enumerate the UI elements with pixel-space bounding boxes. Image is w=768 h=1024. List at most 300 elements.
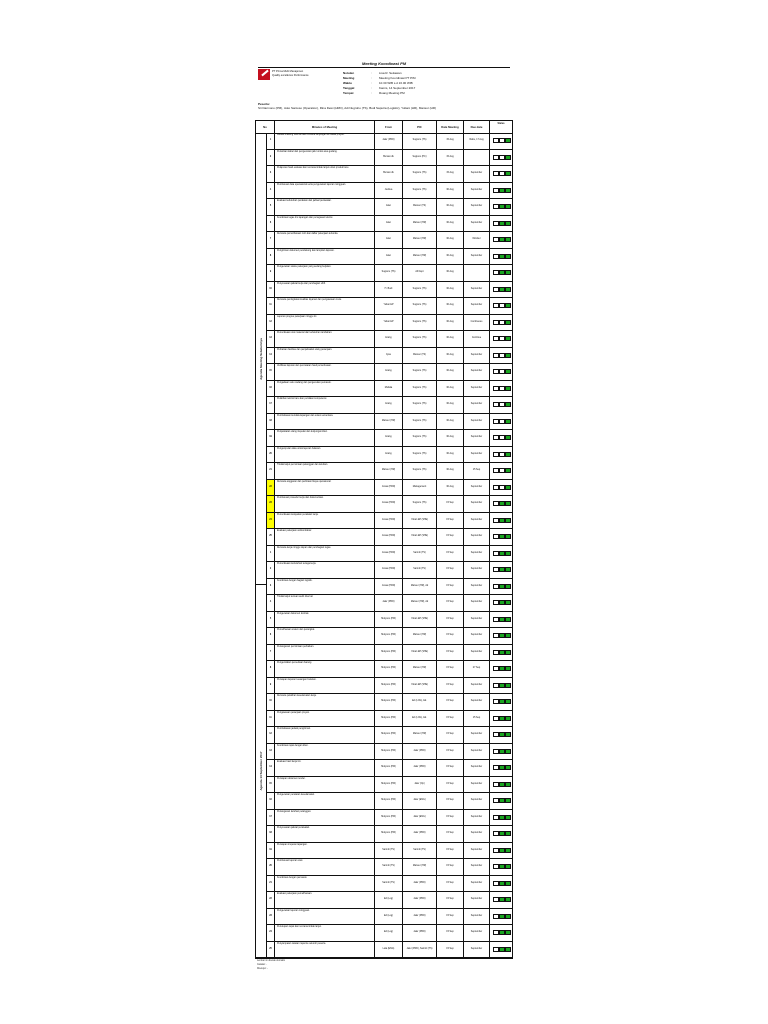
row-pic: Sugiono (TS) — [403, 331, 437, 347]
table-row — [267, 480, 512, 497]
status-lamp-icon — [505, 732, 511, 737]
row-pic: Yulian EP (SHE) — [403, 612, 437, 628]
row-minutes: Pelaporan hasil evaluasi dan rencana tindak lanjut untuk produk baru. — [275, 166, 375, 182]
table-row — [267, 496, 512, 513]
row-date: 30 Aug — [437, 381, 464, 397]
row-from: Mulyono (PM) — [375, 612, 403, 628]
participants-label: Peserta: — [258, 102, 270, 106]
status-lamp-icon — [505, 897, 511, 902]
row-date: 15 Aug — [437, 133, 464, 149]
header-date: Date Meeting — [437, 121, 464, 133]
row-minutes: Penanganan keluhan pelanggan. — [275, 810, 375, 826]
row-number: 14 — [267, 760, 275, 776]
row-from: Mulyono (PM) — [375, 777, 403, 793]
row-due: Oktober — [464, 232, 490, 248]
row-from: Sarmiti (TS) — [375, 843, 403, 859]
row-status — [490, 150, 512, 166]
status-lamp-icon — [505, 617, 511, 622]
row-pic: Sugiono (TS) — [403, 282, 437, 298]
row-from: Erang — [375, 430, 403, 446]
row-pic: Sugiono (TS) — [403, 133, 437, 149]
row-minutes: Pembaruan prosedur kerja dan dokumentasi. — [275, 496, 375, 512]
row-number: 21 — [267, 876, 275, 892]
table-row — [267, 909, 512, 926]
row-status — [490, 496, 512, 512]
row-due: 27 Sep — [464, 661, 490, 677]
status-lamp-icon — [505, 831, 511, 836]
row-number: 5 — [267, 612, 275, 628]
row-due: 15 Sep — [464, 463, 490, 479]
table-row — [267, 744, 512, 761]
row-pic: Jaler (PRD) — [403, 876, 437, 892]
row-status — [490, 183, 512, 199]
row-from: Mansur (HR) — [375, 414, 403, 430]
row-from: Joshua — [375, 183, 403, 199]
row-due: September — [464, 909, 490, 925]
row-status — [490, 414, 512, 430]
row-minutes: Pengumpulan data untuk laporan bulanan. — [275, 447, 375, 463]
status-lamp-icon — [505, 204, 511, 209]
table-row — [267, 727, 512, 744]
table-row — [267, 414, 512, 431]
row-minutes: Penanganan permintaan perbaikan. — [275, 645, 375, 661]
row-from: Erang — [375, 397, 403, 413]
row-status — [490, 727, 512, 743]
table-row — [267, 381, 512, 398]
row-minutes: Evaluasi pekerjaan pemeliharaan. — [275, 892, 375, 908]
row-status — [490, 760, 512, 776]
status-lamp-icon — [505, 435, 511, 440]
status-lamp-icon — [505, 518, 511, 523]
row-number: 2 — [267, 150, 275, 166]
row-date: 15 Aug — [437, 150, 464, 166]
row-due: September — [464, 628, 490, 644]
row-from: Jonas (PRD) — [375, 562, 403, 578]
table-row — [267, 199, 512, 216]
row-date: 15 Sep — [437, 810, 464, 826]
row-minutes: Pembahasan jadwal pengiriman. — [275, 727, 375, 743]
row-minutes: Pengecekan laporan mingguan. — [275, 909, 375, 925]
row-due: September — [464, 496, 490, 512]
row-from: Buman dk — [375, 166, 403, 182]
row-pic: Sarmiti (TS) — [403, 562, 437, 578]
row-number: 4 — [267, 595, 275, 611]
row-status — [490, 711, 512, 727]
row-from: Jonas (PRD) — [375, 579, 403, 595]
table-row — [267, 546, 512, 563]
row-pic: Ed (LOG), Ed. — [403, 694, 437, 710]
title-divider — [258, 67, 510, 68]
row-status — [490, 480, 512, 496]
row-number: 25 — [267, 529, 275, 545]
table-row — [267, 826, 512, 843]
row-pic: Sugiono (TS) — [403, 315, 437, 331]
row-from: Erang — [375, 447, 403, 463]
row-from: Mulyono (PM) — [375, 793, 403, 809]
row-date: 15 Sep — [437, 546, 464, 562]
meta-value: Kamis, 14 September 2017 — [379, 86, 416, 90]
row-date: 15 Sep — [437, 876, 464, 892]
status-lamp-icon — [505, 287, 511, 292]
row-pic: Sugiono (TS) — [403, 447, 437, 463]
participants — [258, 102, 510, 114]
row-status — [490, 562, 512, 578]
header-pic: PIC — [403, 121, 437, 133]
row-status — [490, 645, 512, 661]
minutes-table — [255, 120, 513, 959]
table-row — [267, 612, 512, 629]
status-lamp-icon — [505, 584, 511, 589]
row-minutes: Rencana peningkatan kualitas layanan dan pengawasan mutu. — [275, 298, 375, 314]
row-due: September — [464, 562, 490, 578]
row-minutes: Koordinasi tugas tim lapangan dan penugasan teknisi. — [275, 216, 375, 232]
table-row — [267, 876, 512, 893]
meta-value: Ruang Meeting PM — [379, 91, 405, 95]
row-pic: Sugiono (TS) — [403, 414, 437, 430]
meta-key: Meeting — [343, 76, 355, 80]
row-status — [490, 628, 512, 644]
row-minutes: Evaluasi pekerjaan subkontraktor. — [275, 529, 375, 545]
row-status — [490, 826, 512, 842]
row-date: 15 Sep — [437, 711, 464, 727]
row-date: 15 Sep — [437, 595, 464, 611]
row-status — [490, 546, 512, 562]
row-status — [490, 843, 512, 859]
table-row — [267, 513, 512, 530]
row-date: 15 Sep — [437, 496, 464, 512]
row-from: Mulyono (PM) — [375, 678, 403, 694]
row-date: 15 Sep — [437, 513, 464, 529]
meta-colon: : — [371, 81, 372, 85]
row-minutes: Pengendalian persediaan barang. — [275, 661, 375, 677]
row-due: September — [464, 381, 490, 397]
row-minutes: Koordinasi dengan bagian logistik. — [275, 579, 375, 595]
row-due: September — [464, 876, 490, 892]
row-status — [490, 595, 512, 611]
row-due: September — [464, 826, 490, 842]
row-due: Continue — [464, 331, 490, 347]
row-date: 15 Sep — [437, 562, 464, 578]
row-number: 14 — [267, 348, 275, 364]
table-row — [267, 810, 512, 827]
row-minutes: Pengecekan status pekerjaan yang sedang berjalan. — [275, 265, 375, 281]
row-date: 30 Aug — [437, 315, 464, 331]
row-date: 30 Aug — [437, 364, 464, 380]
table-row — [267, 628, 512, 645]
table-row — [267, 249, 512, 266]
row-number: 17 — [267, 397, 275, 413]
row-status — [490, 265, 512, 281]
row-minutes: Evaluasi kebutuhan peralatan dan jadwal perawatan. — [275, 199, 375, 215]
row-pic: Sugiono (TS) — [403, 463, 437, 479]
row-due: September — [464, 298, 490, 314]
row-due — [464, 150, 490, 166]
table-row — [267, 760, 512, 777]
table-row — [267, 777, 512, 794]
meta-key: Tempat — [343, 91, 354, 95]
row-date: 15 Sep — [437, 760, 464, 776]
row-status — [490, 430, 512, 446]
row-number: 3 — [267, 579, 275, 595]
company-line-1: PT Prima Multi Manajemen — [272, 70, 304, 73]
row-minutes: Penyesuaian jadwal kerja dan pembagian shift. — [275, 282, 375, 298]
row-date: 15 Sep — [437, 727, 464, 743]
row-date: 15 Sep — [437, 942, 464, 958]
footer-line-3: Disetujui: - — [257, 968, 268, 970]
row-minutes: Penyesuaian jadwal perawatan. — [275, 826, 375, 842]
row-number: 11 — [267, 711, 275, 727]
row-from: Mulyono (PM) — [375, 711, 403, 727]
header-status: Status — [497, 123, 505, 125]
row-date: 15 Sep — [437, 744, 464, 760]
footer-line-2: Catatan: - — [257, 964, 268, 966]
table-row — [267, 183, 512, 200]
row-minutes: Penutupan rapat dan rencana tindak lanjut. — [275, 925, 375, 941]
status-lamp-icon — [505, 815, 511, 820]
row-minutes: Pengawasan pekerjaan proyek. — [275, 711, 375, 727]
row-date: 30 Aug — [437, 232, 464, 248]
row-due: September — [464, 760, 490, 776]
row-minutes: Pembaruan data operasional serta pengecekan laporan mingguan. — [275, 183, 375, 199]
status-lamp-icon — [505, 551, 511, 556]
company-line-2: Quality excellence Performance — [272, 73, 309, 77]
row-pic: Jaler (ENG) — [403, 793, 437, 809]
footer-notes — [257, 959, 357, 999]
row-number: 12 — [267, 727, 275, 743]
row-date: 15 Aug — [437, 166, 464, 182]
row-from: Erang — [375, 331, 403, 347]
meta-value: Meeting Koordinasi PT PIM — [379, 76, 416, 80]
row-status — [490, 612, 512, 628]
row-minutes: Pemeriksaan kelayakan peralatan kerja. — [275, 513, 375, 529]
row-pic: Mansur (HR), Ad — [403, 579, 437, 595]
row-number: 9 — [267, 265, 275, 281]
table-row — [267, 430, 512, 447]
status-lamp-icon — [505, 336, 511, 341]
row-minutes: Pengadaan suku cadang dan pengecekan pemasok. — [275, 381, 375, 397]
meta-colon: : — [371, 86, 372, 90]
table-row — [267, 397, 512, 414]
row-minutes: Persiapan dokumen tender. — [275, 777, 375, 793]
row-number: 7 — [267, 645, 275, 661]
row-number: 18 — [267, 414, 275, 430]
row-due: Continuous — [464, 315, 490, 331]
row-due: September — [464, 166, 490, 182]
status-lamp-icon — [505, 452, 511, 457]
status-lamp-icon — [505, 534, 511, 539]
row-from: Mulyono (PM) — [375, 826, 403, 842]
status-lamp-icon — [505, 914, 511, 919]
row-number: 19 — [267, 430, 275, 446]
row-date: 30 Aug — [437, 282, 464, 298]
row-date: 30 Aug — [437, 397, 464, 413]
row-due: September — [464, 480, 490, 496]
row-minutes: Rencana pemeliharaan rutin dan daftar pekerjaan tertunda. — [275, 232, 375, 248]
row-from: Jonas (PRD) — [375, 480, 403, 496]
row-minutes: Koordinasi dengan pemasok. — [275, 876, 375, 892]
row-pic: Jaler (PRD) — [403, 892, 437, 908]
row-status — [490, 513, 512, 529]
row-minutes: Tindak lanjut temuan audit internal. — [275, 595, 375, 611]
row-date: 30 Aug — [437, 216, 464, 232]
row-pic: Jaler (PRD) — [403, 760, 437, 776]
row-status — [490, 315, 512, 331]
row-minutes: Pemeliharaan sistem dan perangkat. — [275, 628, 375, 644]
row-pic: Sugiono (TS) — [403, 364, 437, 380]
row-pic: Ed (LOG), Ed. — [403, 711, 437, 727]
row-pic: Mansur (HR) — [403, 628, 437, 644]
header-no: No — [256, 121, 275, 133]
row-pic: Yulian EP (SHE) — [403, 678, 437, 694]
row-minutes: Verifikasi laporan dan pencatatan hasil pemeriksaan. — [275, 364, 375, 380]
row-status — [490, 282, 512, 298]
status-lamp-icon — [505, 221, 511, 226]
status-lamp-icon — [505, 237, 511, 242]
row-status — [490, 744, 512, 760]
row-date: 15 Sep — [437, 843, 464, 859]
table-row — [267, 694, 512, 711]
row-from: Mulyono (PM) — [375, 727, 403, 743]
row-status — [490, 298, 512, 314]
row-pic: Sugiono (TS) — [403, 430, 437, 446]
row-pic: Jaler (PRD) — [403, 744, 437, 760]
status-lamp-icon — [505, 254, 511, 259]
row-status — [490, 942, 512, 958]
row-number: 4 — [267, 183, 275, 199]
row-due: September — [464, 529, 490, 545]
row-pic: Yulian EP (SHE) — [403, 513, 437, 529]
row-status — [490, 579, 512, 595]
status-lamp-icon — [505, 419, 511, 424]
row-date: 30 Aug — [437, 430, 464, 446]
header-minutes: Minutes of Meeting — [275, 121, 375, 133]
status-lamp-icon — [505, 567, 511, 572]
status-lamp-icon — [505, 683, 511, 688]
table-row — [267, 463, 512, 480]
row-pic: Mansur (HR) — [403, 859, 437, 875]
row-from: Ed (Log) — [375, 925, 403, 941]
row-date: 15 Sep — [437, 777, 464, 793]
status-lamp-icon — [505, 501, 511, 506]
row-status — [490, 694, 512, 710]
row-number: 10 — [267, 282, 275, 298]
row-number: 2 — [267, 562, 275, 578]
table-row — [267, 942, 512, 959]
row-date: 30 Aug — [437, 183, 464, 199]
row-pic: Mansur (TS) — [403, 348, 437, 364]
row-date: 30 Aug — [437, 463, 464, 479]
status-lamp-icon — [505, 171, 511, 176]
row-from: Mulyono (PM) — [375, 645, 403, 661]
row-number: 22 — [267, 480, 275, 496]
row-number: 24 — [267, 513, 275, 529]
row-date: 30 Aug — [437, 447, 464, 463]
row-pic: Mansur (HR) — [403, 232, 437, 248]
row-pic: Sugiono (TS) — [403, 496, 437, 512]
meta-colon: : — [371, 76, 372, 80]
row-minutes: Pengecekan peralatan keselamatan. — [275, 793, 375, 809]
row-status — [490, 166, 512, 182]
row-minutes: Penyampaian catatan rapat ke seluruh peserta. — [275, 942, 375, 958]
row-number: 9 — [267, 678, 275, 694]
table-row — [267, 265, 512, 282]
table-row — [267, 579, 512, 596]
table-row — [267, 661, 512, 678]
row-pic: Sugiono (TS) — [403, 183, 437, 199]
table-row — [267, 315, 512, 332]
row-status — [490, 331, 512, 347]
table-row — [267, 133, 512, 150]
row-from: Erang — [375, 364, 403, 380]
status-lamp-icon — [505, 600, 511, 605]
row-date: 15 Sep — [437, 892, 464, 908]
status-lamp-icon — [505, 798, 511, 803]
table-row — [267, 645, 512, 662]
row-date: 15 Sep — [437, 529, 464, 545]
status-lamp-icon — [505, 947, 511, 952]
row-number: 16 — [267, 381, 275, 397]
row-due: September — [464, 249, 490, 265]
document-title: Meeting Koordinasi PM — [361, 61, 407, 66]
table-row — [267, 232, 512, 249]
row-minutes: Penjadwalan ulang inspeksi dan kunjungan klien. — [275, 430, 375, 446]
meta-key: Waktu — [343, 81, 352, 85]
row-pic: Sarmiti (TS) — [403, 546, 437, 562]
row-pic: Yulian EP (SHE) — [403, 529, 437, 545]
row-date: 15 Sep — [437, 925, 464, 941]
table-row — [267, 150, 512, 167]
row-due: September — [464, 430, 490, 446]
row-due: September — [464, 942, 490, 958]
meta-row — [343, 91, 473, 96]
row-pic: Sugiono (TS) — [403, 166, 437, 182]
row-from: Jaler — [375, 249, 403, 265]
row-due: September — [464, 447, 490, 463]
row-due: September — [464, 810, 490, 826]
row-minutes: Pemeriksaan stok material dan kebutuhan tambahan. — [275, 331, 375, 347]
status-lamp-icon — [505, 485, 511, 490]
row-number: 13 — [267, 744, 275, 760]
table-row — [267, 298, 512, 315]
row-status — [490, 364, 512, 380]
row-due: September — [464, 364, 490, 380]
row-pic: Sarmiti (TS) — [403, 843, 437, 859]
participants-text: Sri Darmono (PM), Joko Santoso (Operation), Rina Dewi (HRD), Adi Nugroho (TS), Budi Saputra (Logistic), Yuliani (HR), Mansur (HR) — [258, 106, 437, 110]
table-row — [267, 348, 512, 365]
row-from: Jaler — [375, 232, 403, 248]
row-status — [490, 859, 512, 875]
table-row — [267, 843, 512, 860]
row-number: 18 — [267, 826, 275, 842]
table-row — [267, 282, 512, 299]
row-number: 6 — [267, 628, 275, 644]
status-lamp-icon — [505, 782, 511, 787]
row-due: September — [464, 793, 490, 809]
row-minutes: Pembahasan kendala lapangan dan solusi sementara. — [275, 414, 375, 430]
row-status — [490, 447, 512, 463]
row-from: Mulyono (PM) — [375, 744, 403, 760]
row-pic: Jaler (PRD) — [403, 826, 437, 842]
row-due: September — [464, 183, 490, 199]
row-status — [490, 249, 512, 265]
row-number: 15 — [267, 777, 275, 793]
table-row — [267, 859, 512, 876]
row-status — [490, 892, 512, 908]
row-date: 15 Sep — [437, 909, 464, 925]
row-from: Yulian EP — [375, 315, 403, 331]
row-minutes: Pelatihan teknisi baru dan penilaian kompetensi. — [275, 397, 375, 413]
section-previous-label: Agenda Meeting Sebelumnya — [259, 337, 263, 380]
